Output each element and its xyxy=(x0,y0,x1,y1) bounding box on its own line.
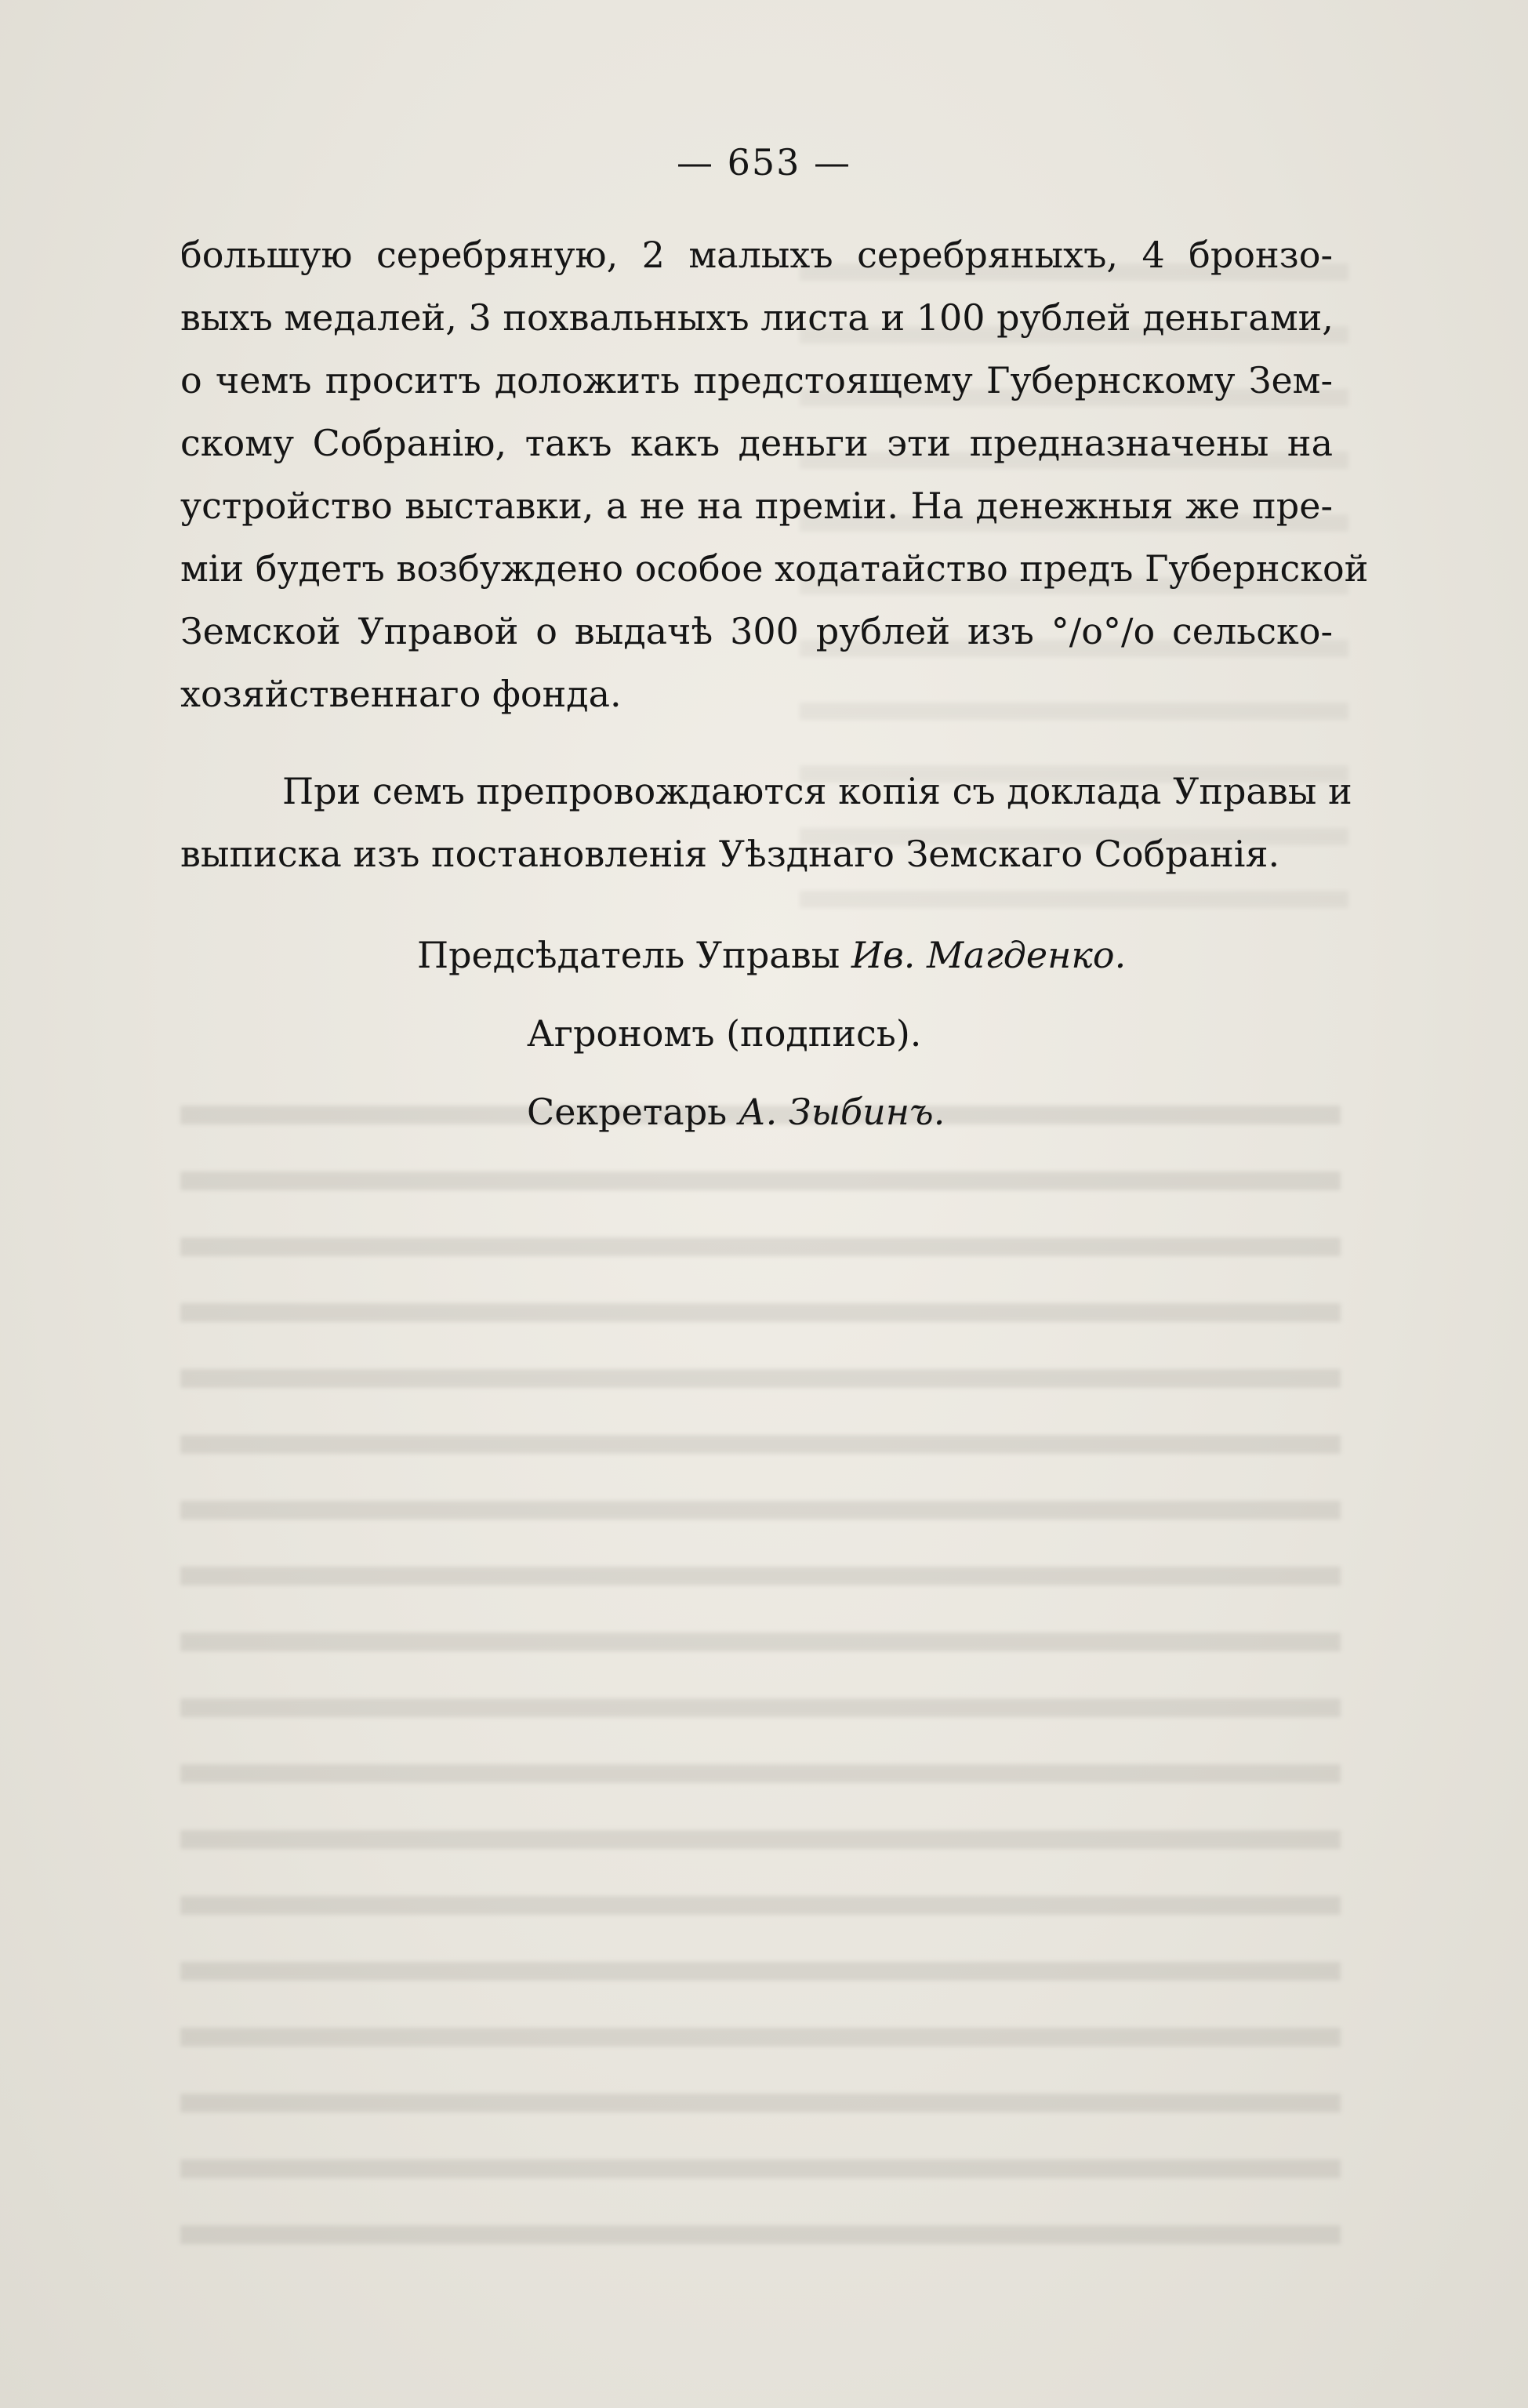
chairman-title: Предсѣдатель Управы xyxy=(417,934,840,976)
secretary-name: А. Зыбинъ. xyxy=(738,1091,945,1133)
text-line: хозяйственнаго фонда. xyxy=(180,673,622,715)
text-line: о чемъ проситъ доложить предстоящему Губернскому Зем- xyxy=(180,359,1333,401)
signature-agronomist: Агрономъ (подпись). xyxy=(527,1012,922,1055)
text-line: Земской Управой о выдачѣ 300 рублей изъ °/о°/о сельско- xyxy=(180,610,1333,652)
text-line: большую серебряную, 2 малыхъ серебряныхъ, 4 бронзо- xyxy=(180,234,1333,276)
secretary-title: Секретарь xyxy=(527,1091,728,1133)
paragraph-gap xyxy=(180,725,1333,760)
signature-chairman xyxy=(0,916,1528,994)
text-line: скому Собранію, такъ какъ деньги эти предназначены на xyxy=(180,422,1333,464)
text-line: выхъ медалей, 3 похвальныхъ листа и 100 рублей деньгами, xyxy=(180,296,1334,339)
text-line: міи будетъ возбуждено особое ходатайство предъ Губернской xyxy=(180,547,1369,590)
page-number: — 653 — xyxy=(676,141,852,183)
text-line: устройство выставки, а не на преміи. На денежныя же пре- xyxy=(180,485,1333,527)
chairman-name: Ив. Магденко. xyxy=(851,934,1127,976)
text-line: При семъ препровождаются копія съ доклада Управы и xyxy=(282,770,1352,812)
bleed-through-texture xyxy=(180,1074,1341,2282)
signature-secretary xyxy=(0,1073,1528,1151)
signature-block xyxy=(0,916,1528,1151)
body-text xyxy=(180,223,1369,885)
text-line: выписка изъ постановленія Уѣзднаго Земскаго Собранія. xyxy=(180,833,1280,875)
